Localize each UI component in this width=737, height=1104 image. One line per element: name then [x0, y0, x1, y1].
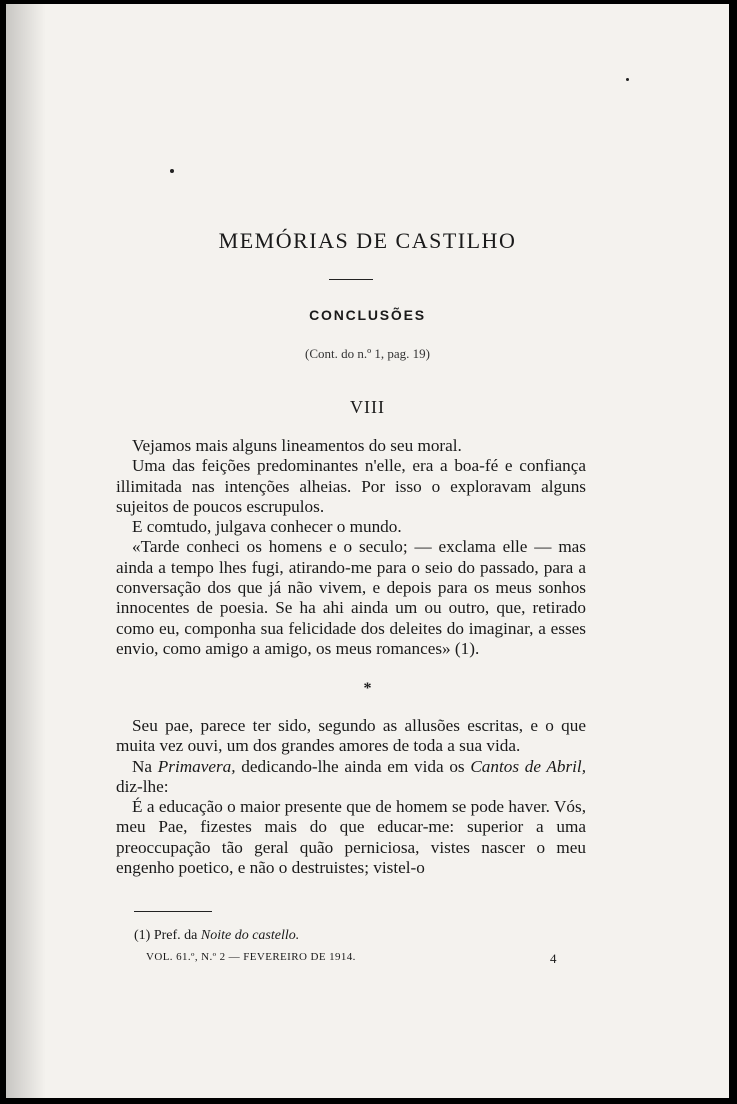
work-title: Cantos de Abril, — [470, 756, 586, 776]
paragraph: Vejamos mais alguns lineamentos do seu moral. — [132, 436, 462, 455]
article-title: MEMÓRIAS DE CASTILHO — [218, 228, 517, 253]
text-run: Na — [132, 756, 158, 776]
section-separator: * — [363, 680, 372, 697]
title-rule — [329, 279, 373, 280]
continuation-note: (Cont. do n.º 1, pag. 19) — [305, 346, 430, 361]
document-page — [6, 4, 729, 1098]
article-subtitle: CONCLUSÕES — [309, 307, 426, 323]
footnote — [134, 928, 299, 944]
print-speck — [626, 78, 629, 81]
volume-line: VOL. 61.º, N.º 2 — FEVEREIRO DE 1914. — [146, 951, 356, 963]
work-title: Primavera, — [157, 756, 236, 776]
paragraph: Uma das feições predominantes n'elle, era a boa-fé e confiança illimitada nas intenções alheias. Por isso o exploravam alguns sujeitos de poucos escrupulos. — [116, 456, 586, 516]
footnote-text: (1) Pref. da — [134, 928, 201, 943]
paragraph: E comtudo, julgava conhecer o mundo. — [132, 517, 402, 537]
footnote-work-title: Noite do castello. — [200, 928, 300, 943]
text-run: diz-lhe: — [116, 776, 169, 796]
page-edge-shadow — [6, 4, 46, 1098]
section-number: VIII — [350, 397, 385, 417]
body-text-part2 — [116, 716, 586, 878]
footnote-rule — [134, 911, 212, 912]
paragraph: É a educação o maior presente que de homem se pode haver. Vós, meu Pae, fizestes mais do que educar-me: superior a uma preoccupação tão geral quão perniciosa, vistes nascer o meu engenho poetico, e não o destruistes; vistel-o — [116, 797, 586, 878]
paragraph: Seu pae, parece ter sido, segundo as allusões escritas, e o que muita vez ouvi, um dos grandes amores de toda a sua vida. — [116, 716, 586, 756]
paragraph — [116, 757, 586, 798]
paragraph: «Tarde conheci os homens e o seculo; — exclama elle — mas ainda a tempo lhes fugi, atirando-me para o seio do passado, para a conversação dos que já não vivem, e depois para os meus sonhos innocentes de poesia. Se ha ahi ainda um ou outro, que, retirado como eu, componha sua felicidade dos deleites do imaginar, a esses envio, como amigo a amigo, os meus romances» (1). — [116, 537, 586, 658]
page-number: 4 — [550, 951, 557, 966]
body-text-part1 — [116, 436, 586, 659]
text-run: dedicando-lhe ainda em vida os — [235, 756, 471, 776]
print-speck — [170, 169, 174, 173]
